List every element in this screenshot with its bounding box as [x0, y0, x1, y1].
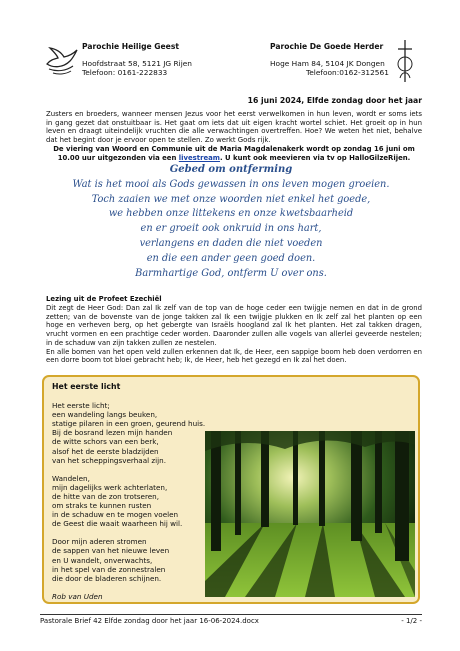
poem-line: Bij de bosrand lezen mijn handen [52, 428, 173, 438]
service-notice-text: De viering van Woord en Communie uit de Maria Magdalenakerk wordt op zondag 16 juni om 10.00 uur uitgezonden via een [53, 145, 415, 162]
prayer-block [40, 163, 422, 281]
poem-line: Wandelen, [52, 473, 90, 483]
poem-line: die door de bladeren schijnen. [52, 573, 162, 583]
service-notice-tail: . U kunt ook meevieren via tv op HalloGilzeRijen. [219, 153, 411, 162]
prayer-line: verlangens en daden die niet voeden [139, 237, 323, 249]
poem-line: de hitte van de zon trotseren, [52, 491, 159, 501]
cross-logo [394, 38, 416, 84]
poem-line: in het spel van de zonnestralen [52, 564, 166, 574]
prayer-line: Toch zaaien we met onze woorden niet enkel het goede, [91, 193, 371, 205]
poem-line: in de schaduw en te mogen voelen [52, 510, 179, 520]
poem-line: Door mijn aderen stromen [52, 537, 147, 547]
poem-line: een wandeling langs beuken, [52, 410, 158, 420]
parish-left-address: Hoofdstraat 58, 5121 JG Rijen [82, 59, 192, 69]
parish-left-phone: Telefoon: 0161-222833 [82, 68, 168, 78]
date-heading: 16 juni 2024, Elfde zondag door het jaar [247, 96, 422, 105]
reading-section [46, 295, 422, 365]
parish-left-title: Parochie Heilige Geest [82, 42, 179, 51]
reading-title: Lezing uit de Profeet Ezechiël [46, 295, 162, 303]
reading-paragraph: En alle bomen van het open veld zullen erkennen dat Ik, de Heer, een sappige boom heb doen verdorren en een dorre boom tot bloei gebracht heb; Ik, de Heer, heb het gezegd en Ik zal het doen. [46, 347, 422, 365]
parish-left-header [82, 42, 192, 78]
poem-line: de witte schors van een berk, [52, 437, 159, 447]
poem-line: de sappen van het nieuwe leven [52, 546, 170, 556]
footer-filename: Pastorale Brief 42 Elfde zondag door het jaar 16-06-2024.docx [40, 617, 259, 625]
intro-paragraph: Zusters en broeders, wanneer mensen Jezus voor het eerst verwelkomen in hun leven, wordt er soms iets in gang gezet dat onstuitbaar is. Het gaat om iets dat uit eigen kracht wortel schiet. Het groeit op in hun leven en draagt uiteindelijk vruchten die alle verwachtingen overtreffen. Hoe? We weten het niet, behalve dat het begint door je ervoor open te stellen. Zo werkt Gods rijk. [46, 110, 422, 145]
poem-line: om straks te kunnen rusten [52, 501, 152, 511]
parish-right-address: Hoge Ham 84, 5104 JK Dongen [270, 59, 385, 69]
prayer-line: en die een ander geen goed doen. [146, 252, 316, 264]
parish-right-header [270, 42, 389, 78]
footer-page-number: - 1/2 - [401, 617, 422, 625]
prayer-line: en er groeit ook onkruid in ons hart, [140, 223, 322, 235]
prayer-line: we hebben onze littekens en onze kwetsbaarheid [108, 208, 354, 220]
poem-line: van het scheppingsverhaal zijn. [52, 455, 166, 465]
poem-line: alsof het de eerste bladzijden [52, 446, 159, 456]
poem-line: en U wandelt, onverwachts, [52, 555, 153, 565]
poem-title: Het eerste licht [52, 382, 121, 391]
poem-line: de Geest die waait waarheen hij wil. [52, 519, 183, 529]
forest-sunlight-image [205, 431, 415, 597]
footer-divider [40, 614, 422, 615]
reading-paragraph: Dit zegt de Heer God: Dan zal Ik zelf van de top van de hoge ceder een twijgje nemen en dat in de grond zetten; van de bovenste van de jonge takken zal Ik een twijgje plukken en Ik zelf zal het planten op een hoge en verheven berg, op het gebergte van Israëls hoogland zal Ik het planten. Het zal takken dragen, vrucht vormen en een prachtige ceder worden. Daaronder zullen alle vogels van allerlei geveerde nestelen; in de schaduw van zijn takken zullen ze nestelen. [46, 303, 422, 347]
service-notice [46, 145, 422, 162]
livestream-link[interactable]: livestream [178, 153, 220, 162]
poem-line: Het eerste licht; [52, 401, 110, 411]
poem-line: mijn dagelijks werk achterlaten, [52, 482, 168, 492]
dove-logo [44, 42, 80, 78]
prayer-line: Barmhartige God, ontferm U over ons. [135, 267, 327, 279]
parish-right-phone: Telefoon:0162-312561 [306, 68, 389, 78]
poem-line: statige pilaren in een groen, geurend huis. [52, 419, 206, 429]
poem-author: Rob van Uden [52, 591, 103, 601]
parish-right-title: Parochie De Goede Herder [270, 42, 384, 51]
prayer-line: Wat is het mooi als Gods gewassen in ons leven mogen groeien. [72, 178, 390, 190]
prayer-title: Gebed om ontferming [169, 164, 293, 175]
